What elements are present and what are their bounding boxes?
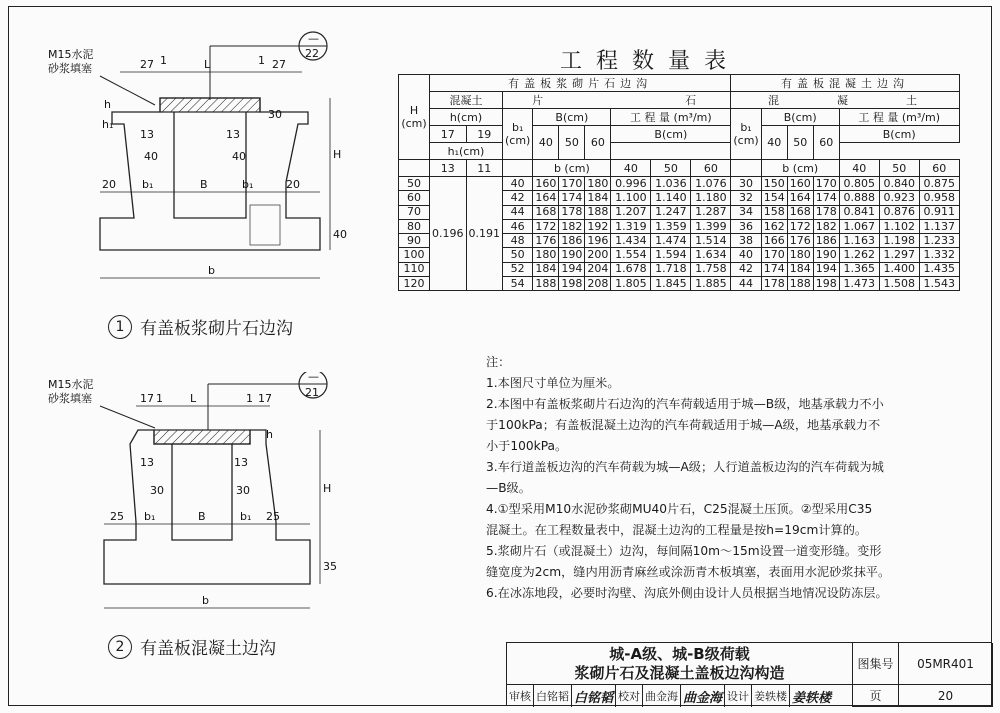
- table-row: 50 0.196 0.191 40 160 170 180 0.996 1.036 1.076 30 150 160 170 0.805 0.840 0.875: [399, 177, 960, 191]
- svg-text:1: 1: [160, 54, 167, 67]
- caption-stone-ditch: 1 有盖板浆砌片石边沟: [108, 314, 293, 339]
- note-line: 5.浆砌片石（或混凝土）边沟，每间隔10m～15m设置一道变形缝。变形: [486, 544, 882, 558]
- svg-text:13: 13: [226, 128, 240, 141]
- svg-text:砂浆填塞: 砂浆填塞: [48, 392, 92, 405]
- svg-text:1: 1: [258, 54, 265, 67]
- svg-text:h₁: h₁: [102, 118, 114, 131]
- svg-text:13: 13: [140, 456, 154, 469]
- atlas-label: 图集号: [853, 643, 899, 685]
- svg-text:40: 40: [232, 150, 246, 163]
- svg-text:20: 20: [102, 178, 116, 191]
- svg-text:1: 1: [246, 392, 253, 405]
- mortar-label-1: M15水泥: [48, 48, 94, 61]
- table-title: 工程数量表: [560, 49, 741, 74]
- svg-text:b₁: b₁: [242, 178, 254, 191]
- note-line: 3.车行道盖板边沟的汽车荷载为城—A级；人行道盖板边沟的汽车荷载为城: [486, 460, 884, 474]
- page-number: 20: [899, 685, 993, 707]
- svg-text:21: 21: [305, 386, 319, 399]
- svg-text:40: 40: [333, 228, 347, 241]
- svg-text:b: b: [202, 594, 209, 607]
- caption-concrete-ditch: 2 有盖板混凝土边沟: [108, 634, 276, 659]
- notes: [486, 352, 906, 604]
- signature-row: 审核 白铭韬 白铭韬 校对 曲金海 曲金海 设计 姜轶楼 姜轶楼: [507, 685, 853, 707]
- svg-text:30: 30: [150, 484, 164, 497]
- svg-text:—: —: [308, 32, 319, 45]
- svg-text:17: 17: [140, 392, 154, 405]
- table-row: 100 50 180 190 200 1.554 1.594 1.634 40 170 180 190 1.262 1.297 1.332: [399, 248, 960, 262]
- note-line: 4.①型采用M10水泥砂浆砌MU40片石，C25混凝土压顶。②型采用C35: [486, 502, 873, 516]
- svg-text:H: H: [333, 148, 342, 161]
- svg-text:h: h: [104, 98, 111, 111]
- page-label: 页: [853, 685, 899, 707]
- svg-text:b₁: b₁: [144, 510, 156, 523]
- svg-text:M15水泥: M15水泥: [48, 378, 94, 391]
- note-line: —B级。: [486, 481, 531, 495]
- note-line: 混凝土。在工程数量表中，混凝土边沟的工程量是按h=19cm计算的。: [486, 523, 868, 537]
- table-row: 120 54 188 198 208 1.805 1.845 1.885 44 178 188 198 1.473 1.508 1.543: [399, 277, 960, 291]
- group-stone: 有盖板浆砌片石边沟: [430, 75, 731, 92]
- mortar-label-2: 砂浆填塞: [48, 62, 92, 75]
- note-line: 小于100kPa。: [486, 439, 568, 453]
- drawing-concrete-ditch: [40, 372, 360, 622]
- svg-text:B: B: [200, 178, 208, 191]
- svg-text:b₁: b₁: [142, 178, 154, 191]
- svg-text:—: —: [308, 372, 319, 383]
- h-header: H (cm): [399, 75, 430, 160]
- quantity-table: H (cm) 有盖板浆砌片石边沟 有盖板混凝土边沟 混凝土 片 石 混 凝 土 h(cm) b₁ (cm) B(cm) 工 程 量 (m³/m) b₁ (cm) B(cm) 工 程 量 (m³/m) 17 19 40 50 60 B(cm) 40 50 60 B(cm) h₁(cm) 13 11 b (cm) 40 50 60 b (cm) 40 50 60 50 0.196 0.191 40 160 170 180 0.996 1.036 1.076 30 150 160 170 0.805 0.840 0.875 60 42 164 174 184 1.100 1.140 1.180 32 154 164 174 0.888 0.923 0.958 70 44 168 178 188 1.207 1.247 1.287 34 158 168 178 0.841 0.876 0.911 80 46 172 182 192 1.319 1.359 1.399 36 162 172 182 1.067 1.102 1.137 90 48 176 186 196 1.434 1.474 1.514 38 166 176 186 1.163 1.198 1.233 100 50 180 190 200 1.554 1.594 1.634 40 170 180 190 1.262 1.297 1.332 110 52 184 194 204 1.678 1.718 1.758 42 174 184 194 1.365 1.400 1.435 120 54 188 198 208 1.805 1.845 1.885 44 178 188 198 1.473 1.508 1.543: [398, 74, 960, 291]
- note-line: 缝宽度为2cm，缝内用沥青麻丝或涂沥青木板填塞，表面用水泥砂浆抹平。: [486, 565, 891, 579]
- table-row: 90 48 176 186 196 1.434 1.474 1.514 38 166 176 186 1.163 1.198 1.233: [399, 234, 960, 248]
- svg-text:20: 20: [286, 178, 300, 191]
- title-block: [506, 642, 992, 706]
- svg-text:27: 27: [140, 58, 154, 71]
- note-line: 于100kPa；有盖板混凝土边沟的汽车荷载适用于城—A级，地基承载力不: [486, 418, 881, 432]
- group-concrete: 有盖板混凝土边沟: [731, 75, 959, 92]
- svg-text:L: L: [190, 392, 197, 405]
- svg-text:13: 13: [140, 128, 154, 141]
- svg-text:B: B: [198, 510, 206, 523]
- svg-text:30: 30: [236, 484, 250, 497]
- atlas-number: 05MR401: [899, 643, 993, 685]
- svg-text:17: 17: [258, 392, 272, 405]
- svg-text:1: 1: [156, 392, 163, 405]
- table-row: 80 46 172 182 192 1.319 1.359 1.399 36 162 172 182 1.067 1.102 1.137: [399, 219, 960, 233]
- svg-text:30: 30: [268, 108, 282, 121]
- notes-heading: 注：: [486, 355, 511, 369]
- svg-text:b₁: b₁: [240, 510, 252, 523]
- note-line: 2.本图中有盖板浆砌片石边沟的汽车荷载适用于城—B级，地基承载力不小: [486, 397, 884, 411]
- svg-text:H: H: [323, 482, 332, 495]
- svg-text:13: 13: [234, 456, 248, 469]
- svg-text:22: 22: [305, 47, 319, 60]
- svg-text:b: b: [208, 264, 215, 277]
- svg-text:25: 25: [266, 510, 280, 523]
- svg-text:25: 25: [110, 510, 124, 523]
- svg-text:h: h: [266, 428, 273, 441]
- table-row: 60 42 164 174 184 1.100 1.140 1.180 32 154 164 174 0.888 0.923 0.958: [399, 191, 960, 205]
- svg-text:40: 40: [144, 150, 158, 163]
- drawing-stone-ditch: [40, 30, 360, 290]
- drawing-title: 城-A级、城-B级荷载 浆砌片石及混凝土盖板边沟构造: [507, 643, 853, 685]
- table-row: 110 52 184 194 204 1.678 1.718 1.758 42 174 184 194 1.365 1.400 1.435: [399, 262, 960, 276]
- svg-text:L: L: [204, 58, 211, 71]
- table-row: 70 44 168 178 188 1.207 1.247 1.287 34 158 168 178 0.841 0.876 0.911: [399, 205, 960, 219]
- svg-text:35: 35: [323, 560, 337, 573]
- note-line: 6.在冰冻地段，必要时沟壁、沟底外侧由设计人员根据当地情况设防冻层。: [486, 586, 888, 600]
- svg-text:27: 27: [272, 58, 286, 71]
- note-line: 1.本图尺寸单位为厘米。: [486, 376, 620, 390]
